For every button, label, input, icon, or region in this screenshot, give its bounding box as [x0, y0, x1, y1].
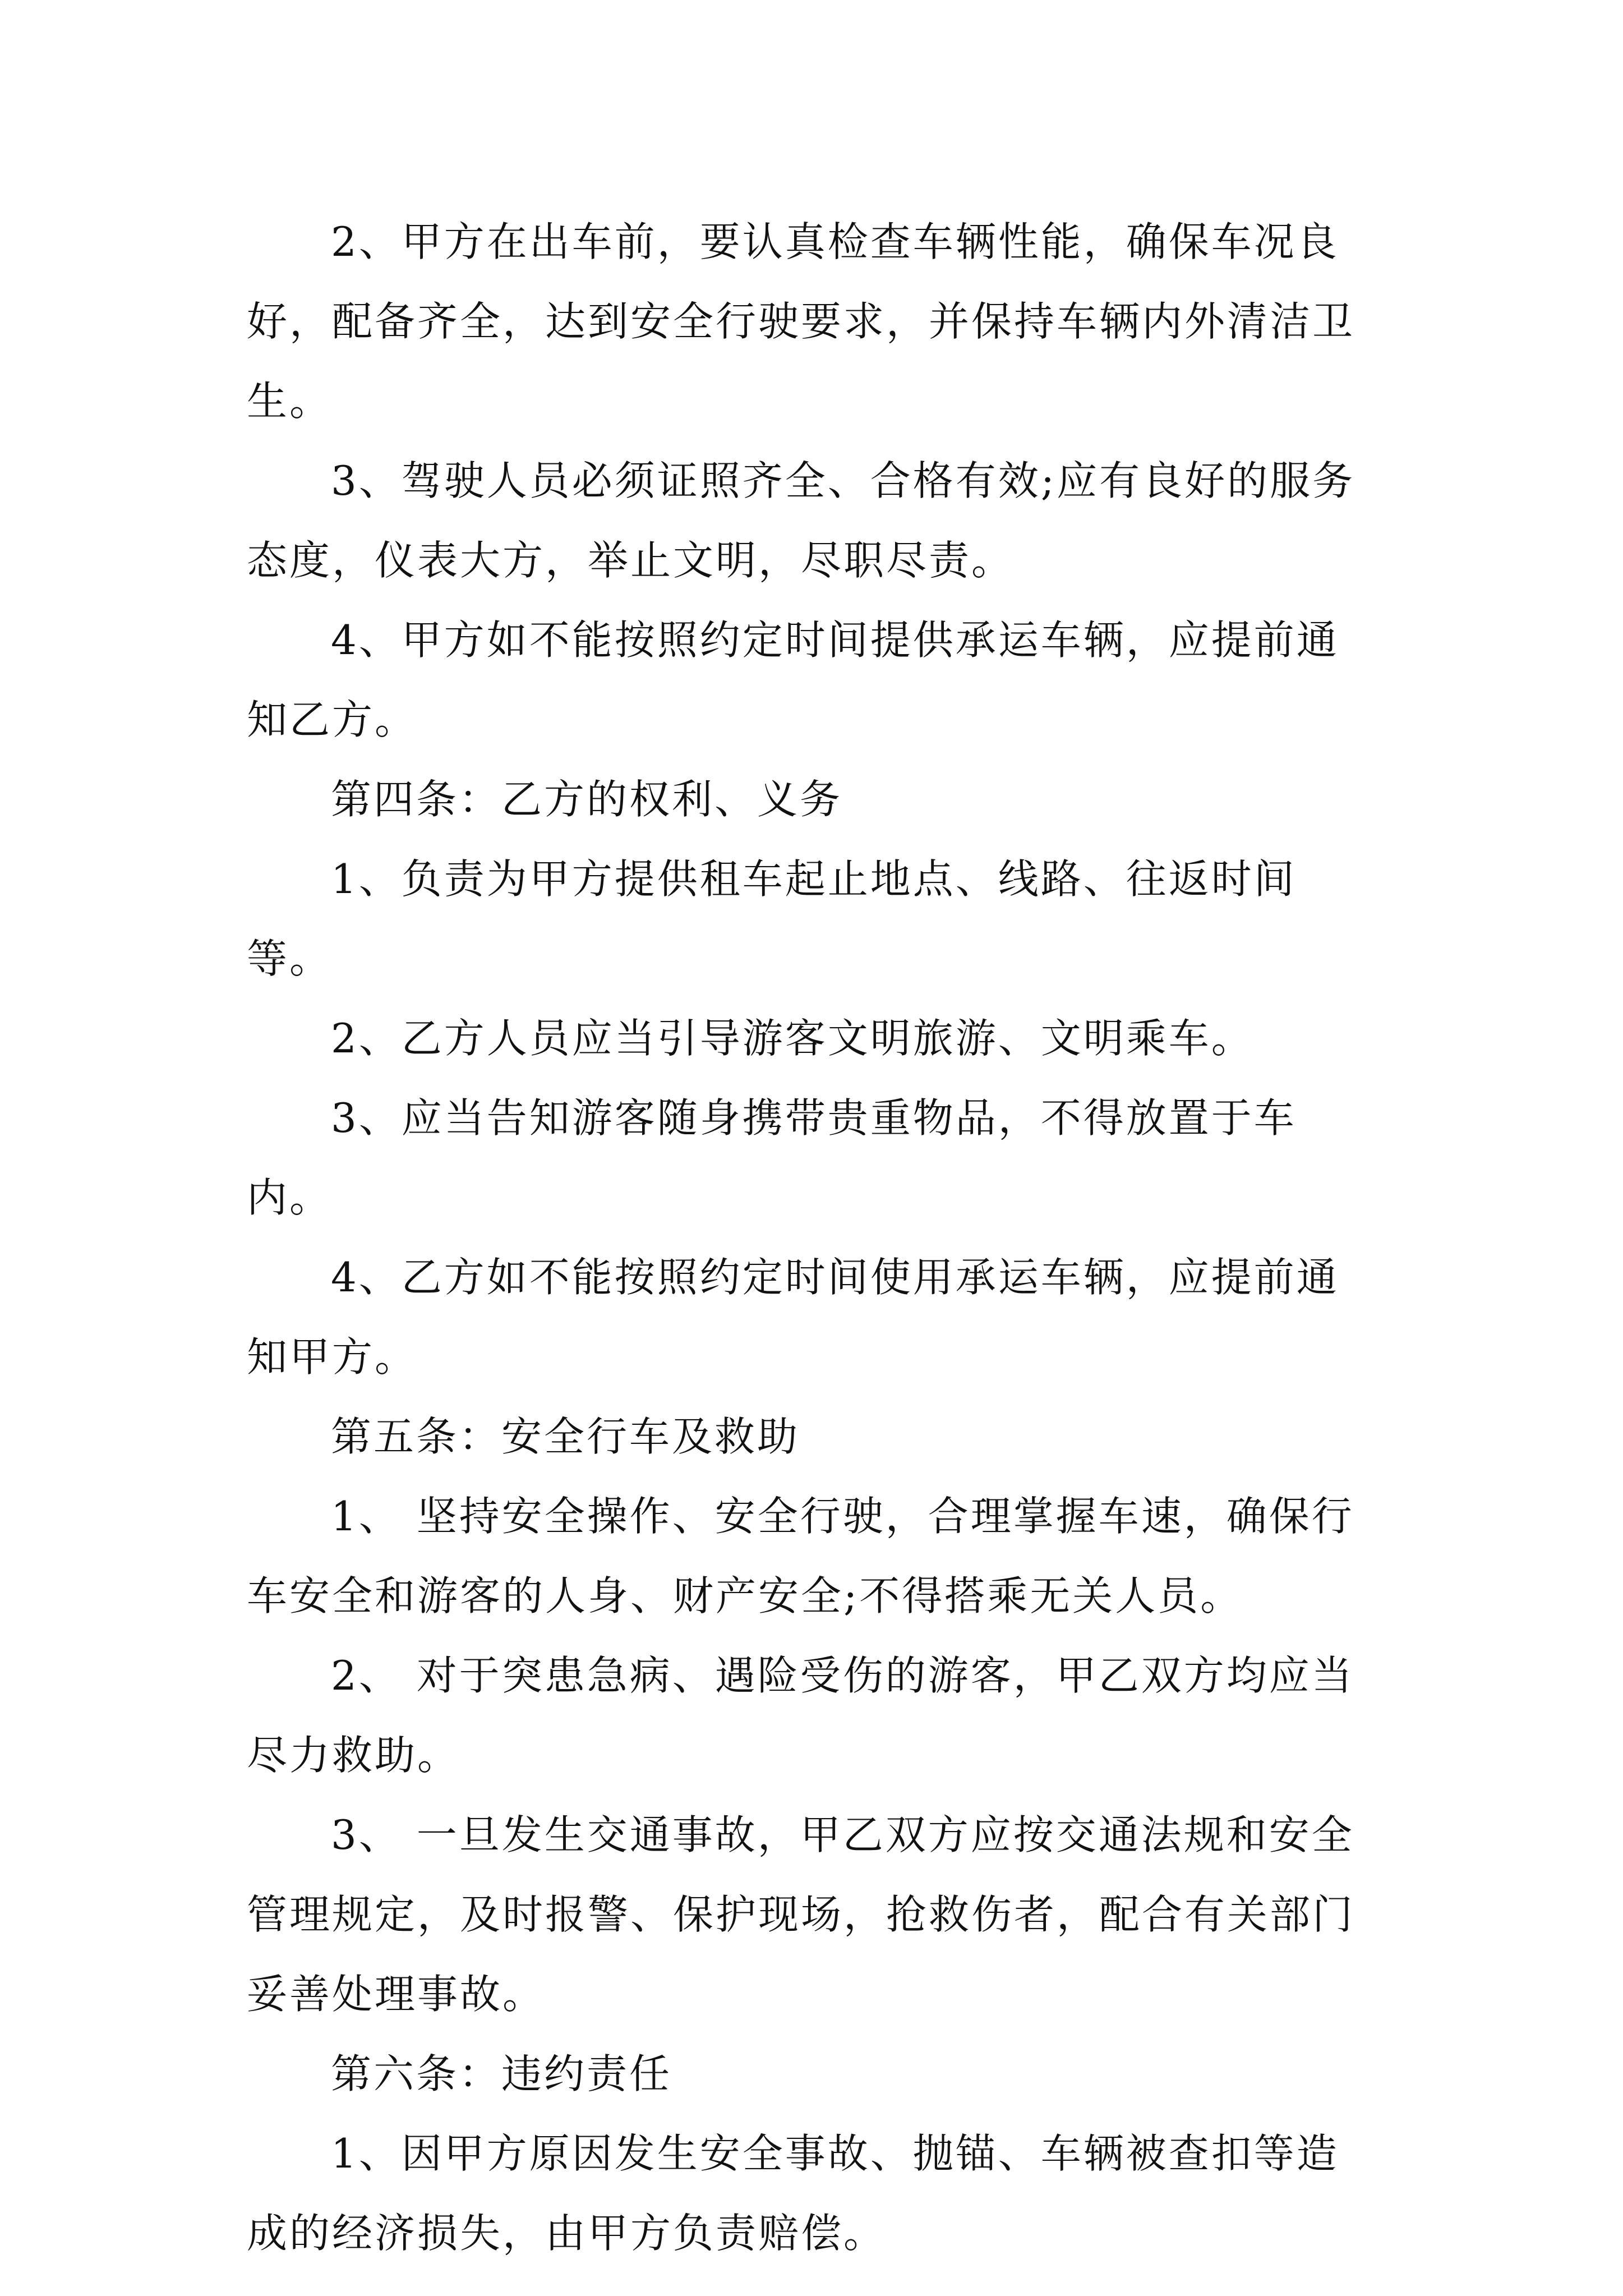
article-6-heading: 第六条：违约责任: [331, 2050, 672, 2097]
article-4-item-1: 1、负责为甲方提供租车起止地点、线路、往返时间等。: [247, 855, 1297, 982]
article-4-item-2: 2、乙方人员应当引导游客文明旅游、文明乘车。: [331, 1015, 1254, 1062]
article-5-item-1: 1、 坚持安全操作、安全行驶，合理掌握车速，确保行车安全和游客的人身、财产安全;不得搭乘无关人员。: [247, 1493, 1354, 1619]
paragraph-obligation-3: 3、驾驶人员必须证照齐全、合格有效;应有良好的服务态度，仪表大方，举止文明，尽职尽责。: [247, 457, 1355, 584]
article-6-item-1: 1、因甲方原因发生安全事故、抛锚、车辆被查扣等造成的经济损失，由甲方负责赔偿。: [247, 2130, 1339, 2257]
article-5-item-3: 3、 一旦发生交通事故，甲乙双方应按交通法规和安全管理规定，及时报警、保护现场，抢救伤者，配合有关部门妥善处理事故。: [247, 1811, 1355, 2018]
article-4-item-3: 3、应当告知游客随身携带贵重物品，不得放置于车内。: [247, 1094, 1297, 1221]
article-4-item-4: 4、乙方如不能按照约定时间使用承运车辆，应提前通知甲方。: [247, 1254, 1339, 1381]
paragraph-obligation-2: 2、甲方在出车前，要认真检查车辆性能，确保车况良好，配备齐全，达到安全行驶要求，并保持车辆内外清洁卫生。: [247, 218, 1355, 425]
document-body: [247, 202, 1380, 2273]
article-5-item-2: 2、 对于突患急病、遇险受伤的游客，甲乙双方均应当尽力救助。: [247, 1652, 1354, 1779]
article-4-heading: 第四条：乙方的权利、义务: [331, 776, 843, 823]
paragraph-obligation-4: 4、甲方如不能按照约定时间提供承运车辆，应提前通知乙方。: [247, 616, 1339, 743]
article-5-heading: 第五条：安全行车及救助: [331, 1413, 800, 1460]
